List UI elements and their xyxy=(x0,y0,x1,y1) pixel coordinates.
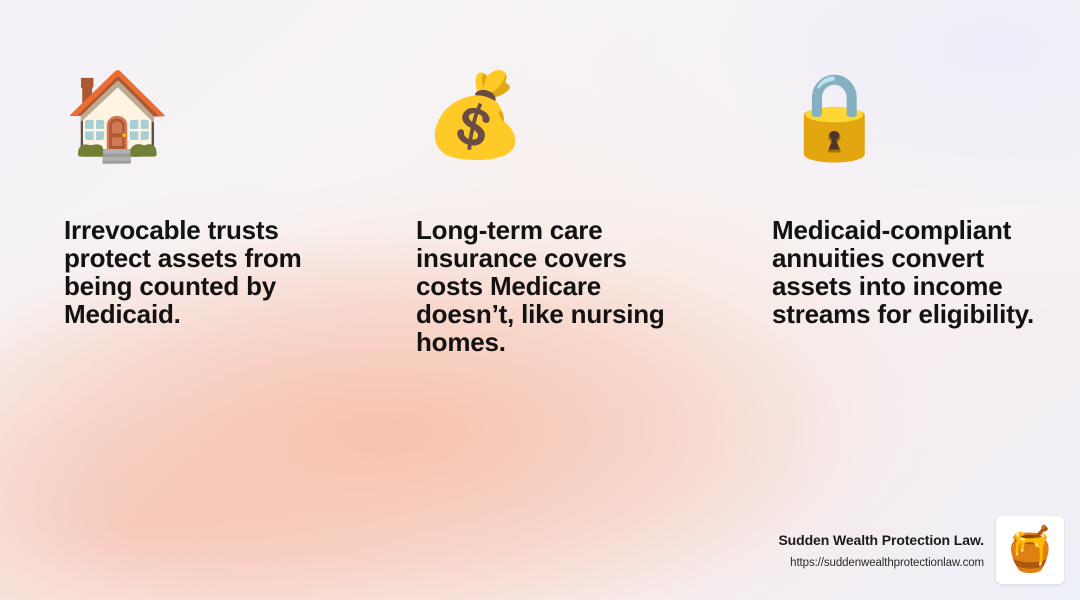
footer-text-block xyxy=(778,532,996,569)
footer-branding xyxy=(778,516,1064,584)
card-row xyxy=(0,56,1080,356)
padlock-icon: 🔒 xyxy=(782,67,887,165)
money-bag-icon: 💰 xyxy=(424,68,527,163)
info-card xyxy=(712,56,1080,328)
brand-name: Sudden Wealth Protection Law. xyxy=(778,531,984,548)
brand-url[interactable]: https://suddenwealthprotectionlaw.com xyxy=(790,556,984,569)
house-icon: 🏠 xyxy=(64,66,172,166)
brand-logo xyxy=(996,516,1064,584)
info-card xyxy=(0,56,356,328)
info-card-text: Medicaid-compliant annuities convert assets into income streams for eligibility. xyxy=(772,215,1035,330)
pot-of-gold-icon: 🍯 xyxy=(1002,524,1058,575)
info-card-text: Long-term care insurance covers costs Medicare doesn’t, like nursing homes. xyxy=(416,215,665,358)
info-card-text: Irrevocable trusts protect assets from being counted by Medicaid. xyxy=(64,215,302,330)
info-card xyxy=(356,56,712,356)
